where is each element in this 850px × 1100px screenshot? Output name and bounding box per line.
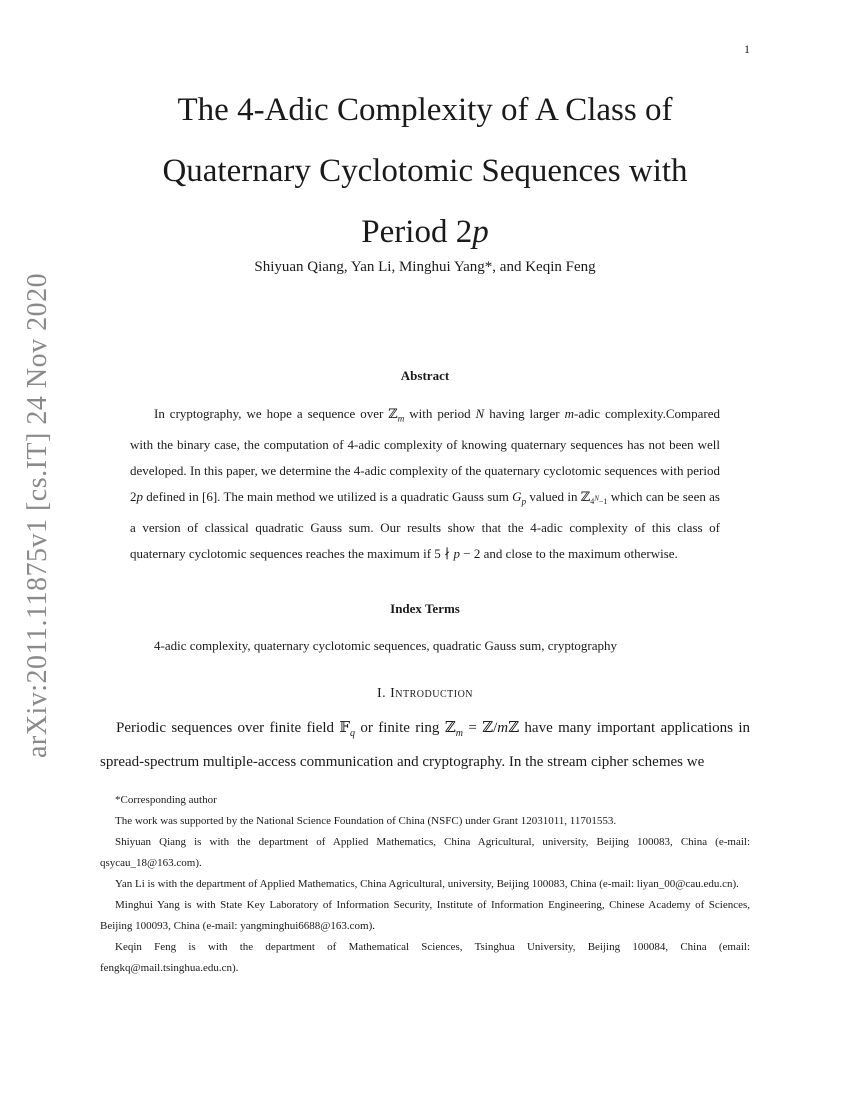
footnote-funding: The work was supported by the National Science Foundation of China (NSFC) under Grant 12031011, 11701553. (115, 815, 617, 827)
footnote-corresponding-author: *Corresponding author (115, 794, 217, 806)
introduction-paragraph: Periodic sequences over finite field 𝔽$_q$ or finite ring ℤ$_m$ = ℤ/mℤ have many important applications in spread-spectrum multiple-access communication and cryptography. In the stream cipher schemes we (100, 720, 750, 770)
abstract-body: In cryptography, we hope a sequence over ℤ$_m$ with period N having larger m-adic complexity.Compared with the binary case, the computation of 4-adic complexity of knowing quaternary sequences has not been well developed. In this paper, we determine the 4-adic complexity of the quaternary cyclotomic sequences with period 2p defined in [6]. The main method we utilized is a quadratic Gauss sum $G_p$ valued in ℤ$_{4^N-1}$ which can be seen as a version of classical quadratic Gauss sum. Our results show that the 4-adic complexity of this class of quaternary cyclotomic sequences reaches the maximum if 5 ∤ p − 2 and close to the maximum otherwise. (130, 406, 720, 561)
title-line-3: Period 2p (361, 214, 489, 250)
footnotes (100, 790, 750, 979)
footnote-affiliation-li: Yan Li is with the department of Applied Mathematics, China Agricultural, university, Beijing 100083, China (e-mail: liyan_00@cau.edu.cn). (115, 878, 739, 890)
footnote-affiliation-qiang: Shiyuan Qiang is with the department of Applied Mathematics, China Agricultural, university, Beijing 100083, China (e-mail: qsycau_18@163.com). (100, 836, 750, 869)
page-number: 1 (744, 42, 750, 56)
abstract-heading: Abstract (400, 368, 450, 383)
author-list: Shiyuan Qiang, Yan Li, Minghui Yang*, and Keqin Feng (254, 259, 596, 275)
footnote-affiliation-yang: Minghui Yang is with State Key Laboratory of Information Security, Institute of Information Engineering, Chinese Academy of Sciences, Beijing 100093, China (e-mail: yangminghui6688@163.com). (100, 899, 750, 932)
introduction-heading: I. Introduction (376, 686, 474, 701)
index-terms-heading: Index Terms (390, 601, 460, 616)
paper-title (120, 80, 730, 263)
index-terms-body: 4-adic complexity, quaternary cyclotomic sequences, quadratic Gauss sum, cryptography (154, 638, 618, 653)
title-line-1: The 4-Adic Complexity of A Class of (177, 92, 673, 128)
footnote-affiliation-feng: Keqin Feng is with the department of Mathematical Sciences, Tsinghua University, Beijing 100084, China (email: fengkq@mail.tsinghua.edu.cn). (100, 941, 750, 974)
title-line-2: Quaternary Cyclotomic Sequences with (162, 153, 688, 189)
arxiv-identifier[interactable]: arXiv:2011.11875v1 [cs.IT] 24 Nov 2020 (22, 272, 53, 758)
